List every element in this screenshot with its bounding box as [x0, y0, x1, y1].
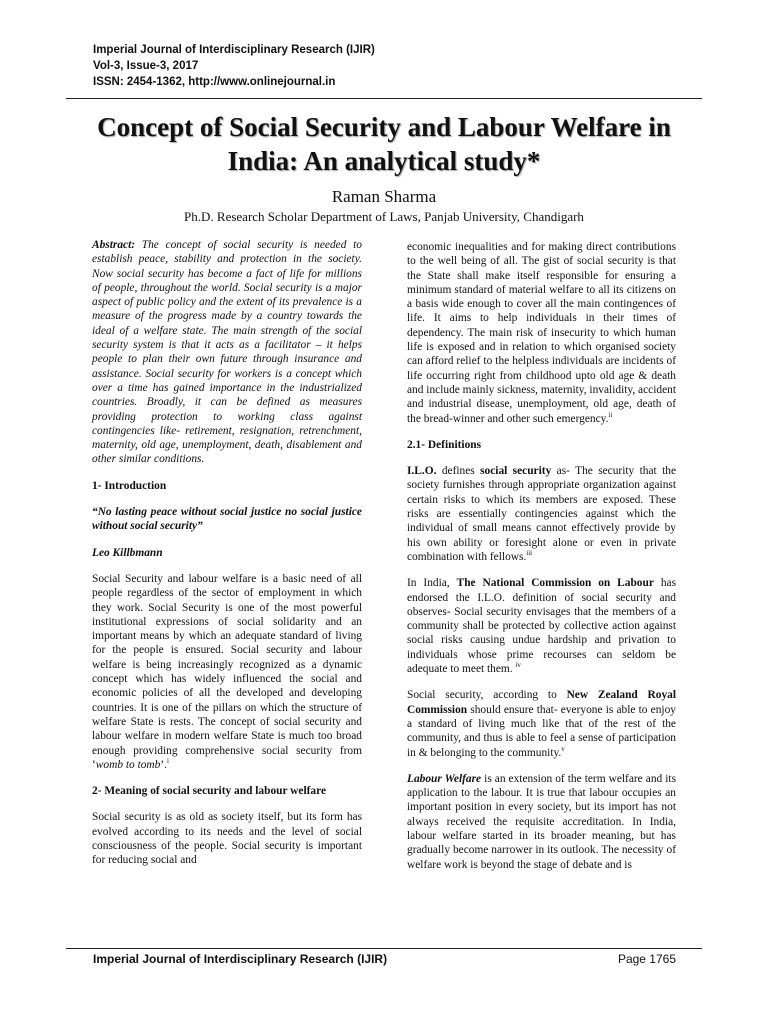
footnote-ref-ii[interactable]: ii — [608, 410, 613, 419]
journal-name: Imperial Journal of Interdisciplinary Research (IJIR) — [93, 44, 375, 56]
abstract — [92, 238, 362, 467]
womb-to-tomb: womb to tomb — [95, 758, 161, 771]
labour-welfare-paragraph: Labour Welfare is an extension of the term welfare and its application to the labour. It is true that labour occupies an important position in every society, but its import has not always received the requisite accreditation. In India, labour welfare started in its broader meaning, but has gradually become narrower in its outlook. The necessity of welfare work is beyond the stage of debate and is — [407, 772, 677, 871]
header-divider — [66, 98, 702, 99]
intro-paragraph: Social Security and labour welfare is a basic need of all people regardless of the sector of employment in which they work. Social Security is one of the most powerful institutional expressions of social solidarity and an important means by which an adequate standard of living for the people is ensured. Social security and labour welfare is being increasingly recognized as a dynamic concept which has widely influenced the social and economic policies of all the developed and developing countries. It is one of the pillars on which the structure of welfare State is rests. The concept of social security and labour welfare in modern welfare State is much too broad enough providing comprehensive social security from ‘womb to tomb’.$^i$ — [92, 572, 362, 771]
footnote-ref-iii[interactable]: iii — [526, 549, 533, 558]
left-column — [92, 238, 362, 880]
nz-definition: Social security, according to New Zealand Royal Commission should ensure that- everyone is able to enjoy a standard of living much like that of the rest of the community, and thus is able to feel a sense of participation in & belonging to the community.$^v$ — [407, 689, 677, 759]
footer-divider — [66, 948, 702, 949]
footnote-ref-iv[interactable]: iv — [515, 661, 521, 670]
continuation-paragraph: economic inequalities and for making direct contributions to the well being of all. The gist of social security is that the State shall make itself responsible for ensuring a minimum standard of material welfare to all its citizens on a basis wide enough to cover all the main contingences of life. It aims to help individuals in their times of dependency. The main risk of insecurity to which human life is exposed and in relation to which organised society can afford relief to the helpless individuals are incidents of life occurring right from childhood upto old age & death and include mainly sickness, maternity, invalidity, accident and industrial disease, unemployment, old age, death of the bread-winner and other such emergency.$^{ii}$ — [407, 241, 676, 425]
author-name: Raman Sharma — [331, 187, 437, 206]
abstract-text: The concept of social security is needed to establish peace, stability and protection in the society. Now social security has become a fact of life for millions of people, throughout the world. Social security is a major aspect of public policy and the extent of its prevalence is a measure of the progress made by a country towards the ideal of a welfare state. The main strength of the social security system is that it acts as a facilitator – it helps people to plan their own future through insurance and assistance. Social security for workers is a concept which over a time has gained importance in the industrialized countries. Broadly, it can be defined as measures providing protection to working class against contingencies like- retirement, resignation, retrenchment, maternity, old age, unemployment, death, disablement and other similar conditions. — [92, 239, 362, 466]
epigraph-quote: “No lasting peace without social justice no social justice without social security” — [92, 506, 362, 533]
right-column — [407, 240, 676, 884]
paper-title: Concept of Social Security and Labour Welfare in India: An analytical study* — [97, 112, 671, 176]
author-affiliation: Ph.D. Research Scholar Department of Laws, Panjab University, Chandigarh — [184, 209, 584, 224]
section-heading-definitions: 2.1- Definitions — [407, 438, 482, 451]
footer-journal: Imperial Journal of Interdisciplinary Research (IJIR) — [93, 952, 388, 966]
ncl-definition: In India, The National Commission on Labour has endorsed the I.L.O. definition of social security and observes- Social security envisages that the members of a community shall be protected by collective action against social risks causing undue hardship and privation to individuals whose prime recourses can seldom be adequate to meet them. $^{iv}$ — [407, 577, 677, 676]
journal-issn: ISSN: 2454-1362, http://www.onlinejournal.in — [93, 76, 336, 88]
meaning-paragraph: Social security is as old as society itself, but its form has evolved according to its needs and the level of social consciousness of the people. Social security is important for reducing social and — [92, 811, 362, 867]
section-heading-meaning: 2- Meaning of social security and labour welfare — [92, 785, 327, 798]
page-number: Page 1765 — [617, 952, 676, 966]
footnote-ref-v[interactable]: v — [561, 744, 565, 753]
footnote-ref-i[interactable]: i — [167, 757, 169, 765]
section-heading-introduction: 1- Introduction — [92, 479, 167, 492]
journal-header — [93, 42, 375, 90]
ilo-definition: I.L.O. defines social security as- The security that the society furnishes through appropriate organization against certain risks to which its members are exposed. These risks are essentially contingencies against which the individual of small means cannot effectively provide by his own ability or foresight alone or even in private combination with fellows.$^{iii}$ — [407, 465, 677, 563]
journal-volume: Vol-3, Issue-3, 2017 — [93, 60, 199, 72]
quote-attribution: Leo Killbmann — [92, 546, 163, 559]
abstract-label: Abstract: — [92, 239, 136, 251]
